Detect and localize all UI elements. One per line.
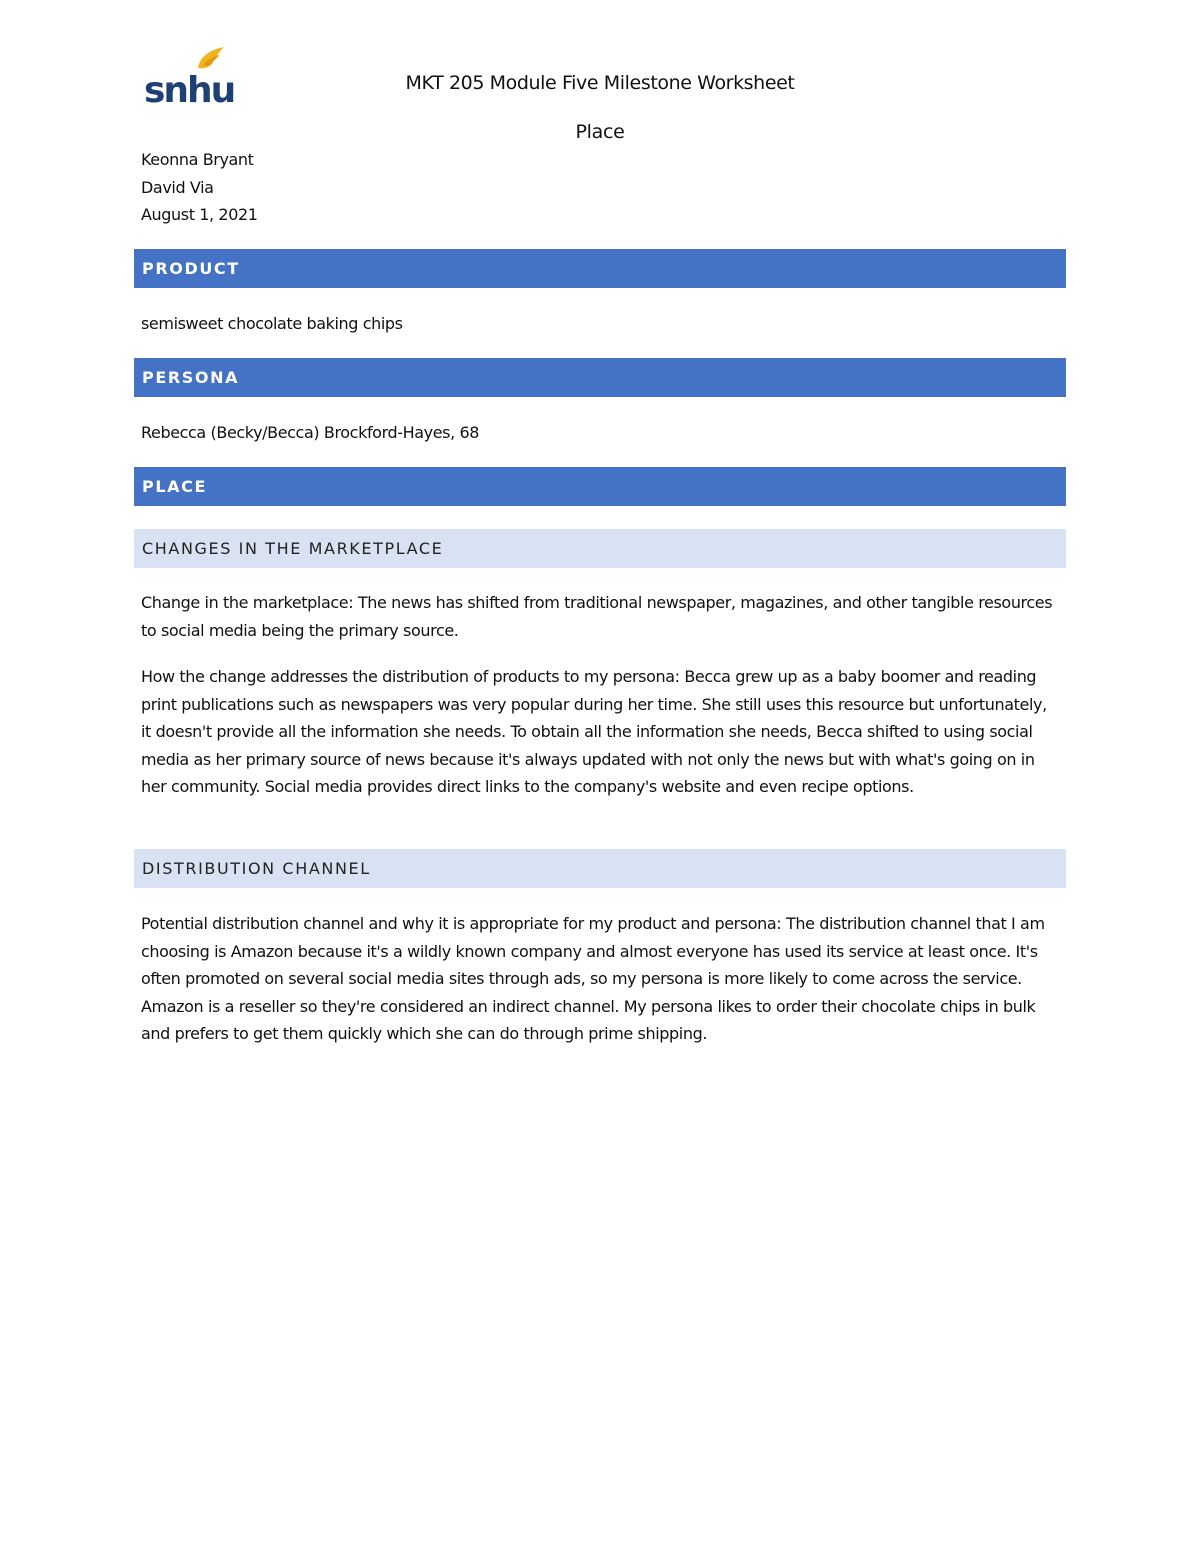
changes-heading: CHANGES IN THE MARKETPLACE: [134, 529, 1066, 568]
student-name: Keonna Bryant: [141, 150, 254, 169]
changes-paragraph-1: Change in the marketplace: The news has shifted from traditional newspaper, magazines, and other tangible resources to social media being the primary source.: [141, 593, 1053, 640]
product-text: semisweet chocolate baking chips: [141, 314, 403, 333]
document-subtitle: Place: [575, 121, 625, 143]
logo-wordmark: snhu: [144, 70, 235, 108]
place-heading: PLACE: [134, 467, 1066, 506]
distribution-paragraph: Potential distribution channel and why it is appropriate for my product and persona: The distribution channel that I am choosing is Amazon because it's a wildly known company and almost everyone has used its service at least once. It's often promoted on several social media sites through ads, so my persona is more likely to come across the service. Amazon is a reseller so they're considered an indirect channel. My persona likes to order their chocolate chips in bulk and prefers to get them quickly which she can do through prime shipping.: [141, 914, 1045, 1044]
document-title: MKT 205 Module Five Milestone Worksheet: [405, 72, 795, 94]
flame-icon: [198, 47, 224, 68]
document-date: August 1, 2021: [141, 205, 258, 224]
product-heading: PRODUCT: [134, 249, 1066, 288]
persona-text: Rebecca (Becky/Becca) Brockford-Hayes, 68: [141, 423, 480, 442]
distribution-heading: DISTRIBUTION CHANNEL: [134, 849, 1066, 888]
changes-paragraph-2: How the change addresses the distribution of products to my persona: Becca grew up as a baby boomer and reading print publications such as newspapers was very popular during her time. She still uses this resource but unfortunately, it doesn't provide all the information she needs. To obtain all the information she needs, Becca shifted to using social media as her primary source of news because it's always updated with not only the news but with what's going on in her community. Social media provides direct links to the company's website and even recipe options.: [141, 667, 1047, 797]
persona-heading: PERSONA: [134, 358, 1066, 397]
instructor-name: David Via: [141, 178, 214, 197]
